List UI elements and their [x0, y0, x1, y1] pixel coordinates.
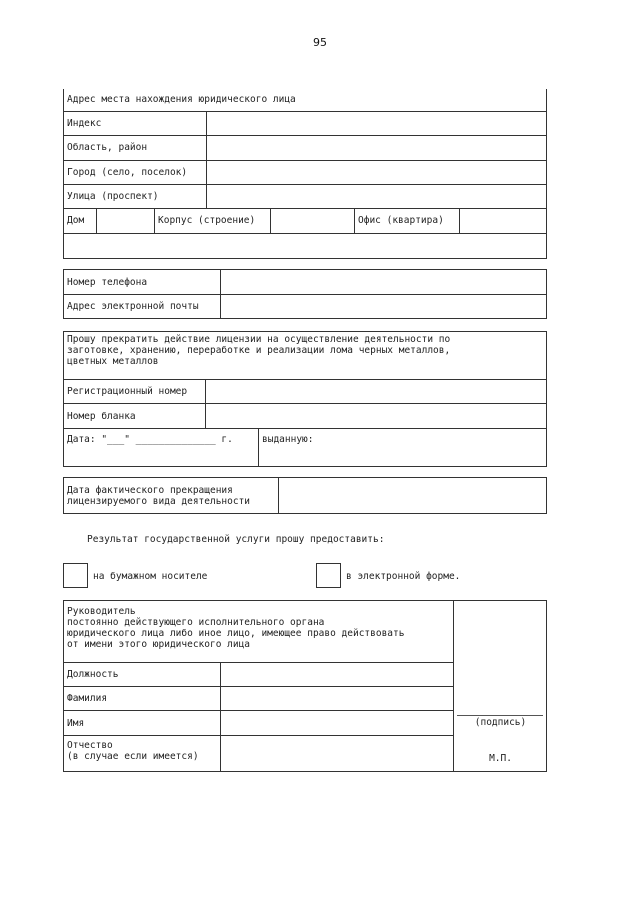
electronic-label: в электронной форме. — [346, 571, 461, 582]
electronic-checkbox[interactable] — [316, 563, 341, 588]
head-line2: постоянно действующего исполнительного органа — [67, 617, 325, 628]
paper-checkbox[interactable] — [63, 563, 88, 588]
page-number: 95 — [313, 36, 327, 49]
termination-label-line2: лицензируемого вида деятельности — [67, 496, 251, 507]
city-label: Город (село, поселок) — [64, 160, 207, 184]
street-label: Улица (проспект) — [64, 184, 207, 208]
signature-label: (подпись) — [474, 717, 527, 728]
phone-field[interactable] — [221, 270, 547, 295]
result-intro: Результат государственной услуги прошу предоставить: — [87, 534, 385, 545]
signature-cell[interactable] — [454, 601, 547, 772]
patronymic-field[interactable] — [221, 736, 454, 772]
contacts-table — [63, 269, 547, 319]
region-field[interactable] — [207, 135, 547, 160]
head-table — [63, 600, 547, 772]
address-header: Адрес места нахождения юридического лица — [64, 89, 547, 111]
termination-label-line1: Дата фактического прекращения — [67, 485, 233, 496]
head-line1: Руководитель — [67, 606, 136, 617]
address-table — [63, 89, 547, 259]
surname-field[interactable] — [221, 687, 454, 711]
head-line4: от имени этого юридического лица — [67, 639, 251, 650]
license-request-line1: Прошу прекратить действие лицензии на осуществление деятельности по — [67, 334, 451, 345]
building-field[interactable] — [271, 208, 355, 233]
paper-label: на бумажном носителе — [93, 571, 208, 582]
termination-table — [63, 477, 547, 514]
index-field[interactable] — [207, 111, 547, 135]
office-label: Офис (квартира) — [355, 208, 460, 233]
license-request-line2: заготовке, хранению, переработке и реализации лома черных металлов, — [67, 345, 451, 356]
email-label: Адрес электронной почты — [64, 295, 221, 319]
stamp-label: М.П. — [489, 753, 512, 764]
termination-label — [64, 478, 279, 514]
reg-number-label: Регистрационный номер — [64, 380, 206, 404]
license-date-field[interactable]: Дата: "___" ______________ г. — [64, 429, 259, 467]
name-label: Имя — [64, 711, 221, 736]
phone-label: Номер телефона — [64, 270, 221, 295]
index-label: Индекс — [64, 111, 207, 135]
house-field[interactable] — [97, 208, 155, 233]
house-label: Дом — [64, 208, 97, 233]
license-request-line3: цветных металлов — [67, 356, 159, 367]
reg-number-field[interactable] — [206, 380, 547, 404]
surname-label: Фамилия — [64, 687, 221, 711]
address-extra-field[interactable] — [64, 233, 547, 258]
street-field[interactable] — [207, 184, 547, 208]
name-field[interactable] — [221, 711, 454, 736]
license-request-text — [64, 332, 547, 380]
form-number-label: Номер бланка — [64, 404, 206, 429]
issued-label: выданную: — [259, 429, 547, 467]
license-table — [63, 331, 547, 467]
office-field[interactable] — [460, 208, 547, 233]
region-label: Область, район — [64, 135, 207, 160]
head-description — [64, 601, 454, 663]
city-field[interactable] — [207, 160, 547, 184]
position-label: Должность — [64, 663, 221, 687]
email-field[interactable] — [221, 295, 547, 319]
patronymic-line1: Отчество — [67, 740, 113, 751]
head-line3: юридического лица либо иное лицо, имеющее право действовать — [67, 628, 405, 639]
patronymic-label — [64, 736, 221, 772]
position-field[interactable] — [221, 663, 454, 687]
patronymic-line2: (в случае если имеется) — [67, 751, 199, 762]
signature-line — [457, 715, 543, 716]
building-label: Корпус (строение) — [155, 208, 271, 233]
termination-date-field[interactable] — [279, 478, 547, 514]
form-number-field[interactable] — [206, 404, 547, 429]
